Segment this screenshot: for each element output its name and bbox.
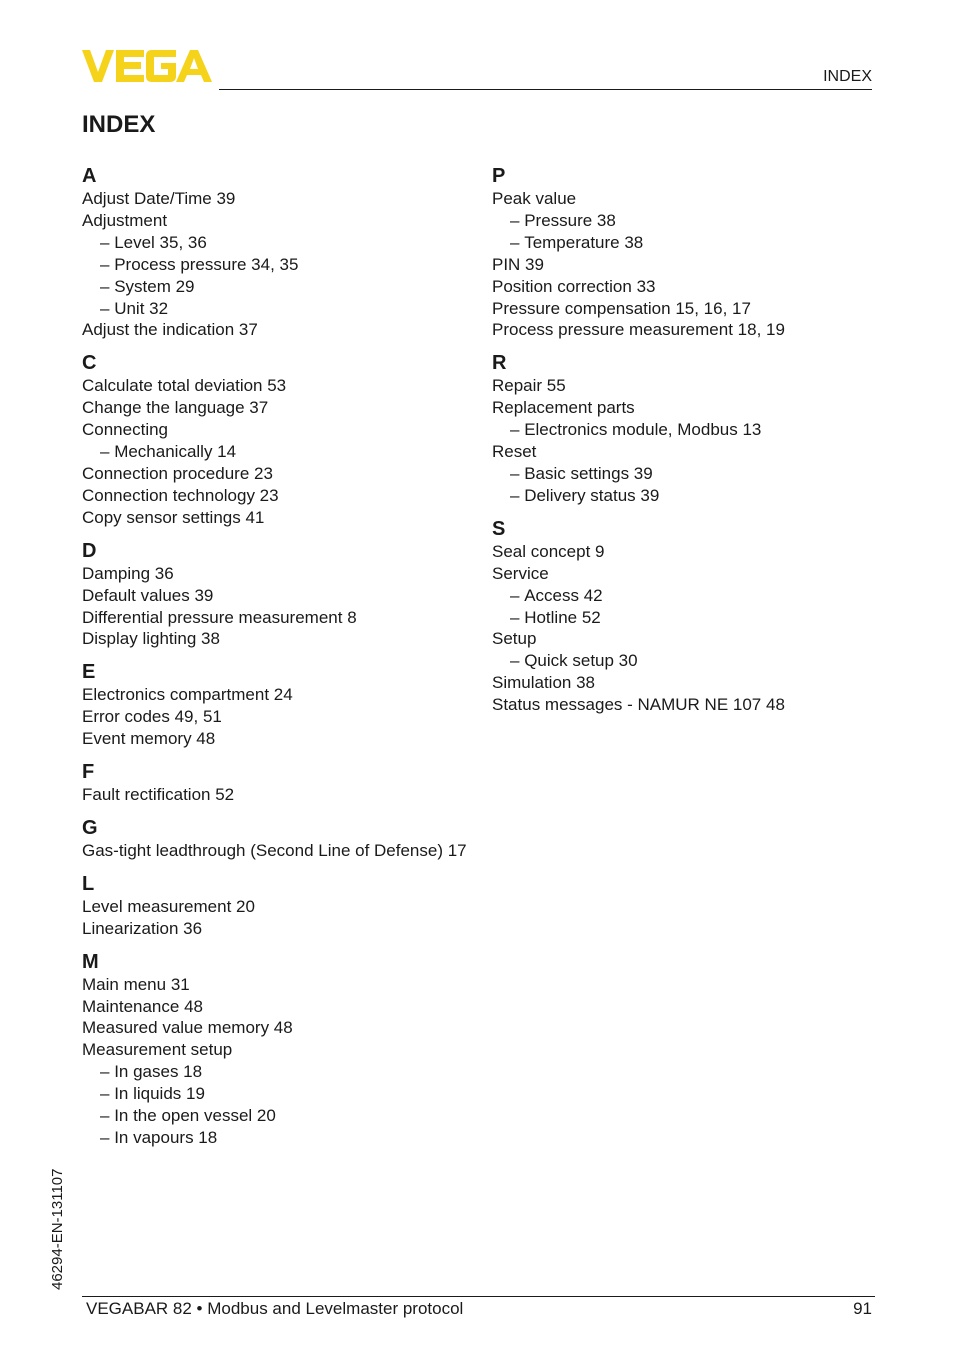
index-subentry: – System 29 (82, 276, 482, 298)
index-letter: S (492, 517, 506, 540)
index-group-p (492, 164, 892, 341)
index-subentry: – Delivery status 39 (492, 485, 892, 507)
index-entry: Replacement parts (492, 398, 635, 418)
index-entry: Linearization 36 (82, 918, 203, 938)
index-subentry: – Hotline 52 (492, 607, 892, 629)
index-entry: Electronics compartment 24 (82, 685, 293, 705)
page-title: INDEX (82, 111, 156, 138)
page-number: 91 (853, 1299, 872, 1318)
index-entry: Main menu 31 (82, 974, 190, 994)
index-letter: A (82, 165, 97, 187)
index-letter: R (492, 352, 507, 375)
index-entry: Adjustment (82, 210, 168, 230)
index-subentry: – Electronics module, Modbus 13 (492, 419, 892, 441)
index-entry: Copy sensor settings 41 (82, 507, 265, 527)
index-group-g (82, 816, 482, 862)
index-subentry: – In the open vessel 20 (82, 1105, 482, 1127)
index-letter: L (82, 872, 95, 895)
index-entry: Simulation 38 (492, 673, 596, 693)
index-entry: Event memory 48 (82, 729, 216, 749)
header-rule (219, 89, 872, 90)
index-subentry: – Process pressure 34, 35 (82, 254, 482, 276)
index-group-l (82, 872, 482, 940)
index-letter: F (82, 761, 95, 784)
index-column-left (82, 164, 482, 1159)
index-subentry: – In gases 18 (82, 1061, 482, 1083)
index-entry: Connecting (82, 420, 169, 440)
index-letter: C (82, 352, 97, 375)
index-subentry: – Access 42 (492, 585, 892, 607)
index-entry: Fault rectification 52 (82, 785, 235, 805)
index-subentry: – Mechanically 14 (82, 441, 482, 463)
footer-document-title: VEGABAR 82 • Modbus and Levelmaster protocol (86, 1299, 464, 1318)
index-entry: Status messages - NAMUR NE 107 48 (492, 695, 785, 715)
index-entry: Pressure compensation 15, 16, 17 (492, 298, 751, 318)
index-entry: Adjust the indication 37 (82, 320, 258, 340)
index-letter: M (82, 950, 99, 973)
index-entry: Default values 39 (82, 585, 214, 605)
index-subentry: – Quick setup 30 (492, 650, 892, 672)
vega-logo (82, 50, 212, 82)
index-subentry: – Level 35, 36 (82, 232, 482, 254)
index-entry: Damping 36 (82, 563, 174, 583)
index-entry: Display lighting 38 (82, 629, 220, 649)
index-entry: Adjust Date/Time 39 (82, 189, 236, 208)
index-entry: Measured value memory 48 (82, 1018, 293, 1038)
index-subentry: – Pressure 38 (492, 210, 892, 232)
index-group-s (492, 517, 892, 716)
index-entry: Setup (492, 629, 537, 649)
index-entry: Connection procedure 23 (82, 463, 273, 483)
index-group-m (82, 950, 482, 1149)
index-entry: Service (492, 563, 549, 583)
index-subentry: – In vapours 18 (82, 1127, 482, 1149)
index-entry: Level measurement 20 (82, 896, 255, 916)
index-entry: Maintenance 48 (82, 996, 203, 1016)
index-letter: E (82, 661, 96, 684)
index-group-a (82, 164, 482, 341)
index-subentry: – Temperature 38 (492, 232, 892, 254)
index-group-r (492, 351, 892, 506)
index-group-e (82, 660, 482, 750)
index-group-f (82, 760, 482, 806)
index-subentry: – In liquids 19 (82, 1083, 482, 1105)
index-entry: Measurement setup (82, 1040, 233, 1060)
index-entry: Change the language 37 (82, 398, 269, 418)
index-entry: Differential pressure measurement 8 (82, 607, 357, 627)
index-group-c (82, 351, 482, 528)
index-group-d (82, 539, 482, 651)
index-entry: Seal concept 9 (492, 541, 605, 561)
index-letter: D (82, 539, 97, 562)
index-entry: Calculate total deviation 53 (82, 376, 287, 396)
index-letter: G (82, 816, 98, 839)
index-subentry: – Basic settings 39 (492, 463, 892, 485)
header-section-label: INDEX (823, 68, 872, 85)
index-letter: P (492, 165, 506, 187)
index-entry: Gas-tight leadthrough (Second Line of Defense) 17 (82, 840, 467, 860)
index-entry: Reset (492, 442, 537, 462)
index-entry: Repair 55 (492, 376, 566, 396)
footer-rule (82, 1296, 875, 1297)
index-entry: Error codes 49, 51 (82, 707, 222, 727)
index-subentry: – Unit 32 (82, 298, 482, 320)
index-entry: PIN 39 (492, 254, 544, 274)
document-code: 46294-EN-131107 (49, 1168, 66, 1290)
index-column-right (492, 164, 892, 726)
index-entry: Position correction 33 (492, 276, 656, 296)
index-entry: Peak value (492, 189, 577, 208)
index-entry: Process pressure measurement 18, 19 (492, 320, 785, 340)
index-entry: Connection technology 23 (82, 485, 279, 505)
